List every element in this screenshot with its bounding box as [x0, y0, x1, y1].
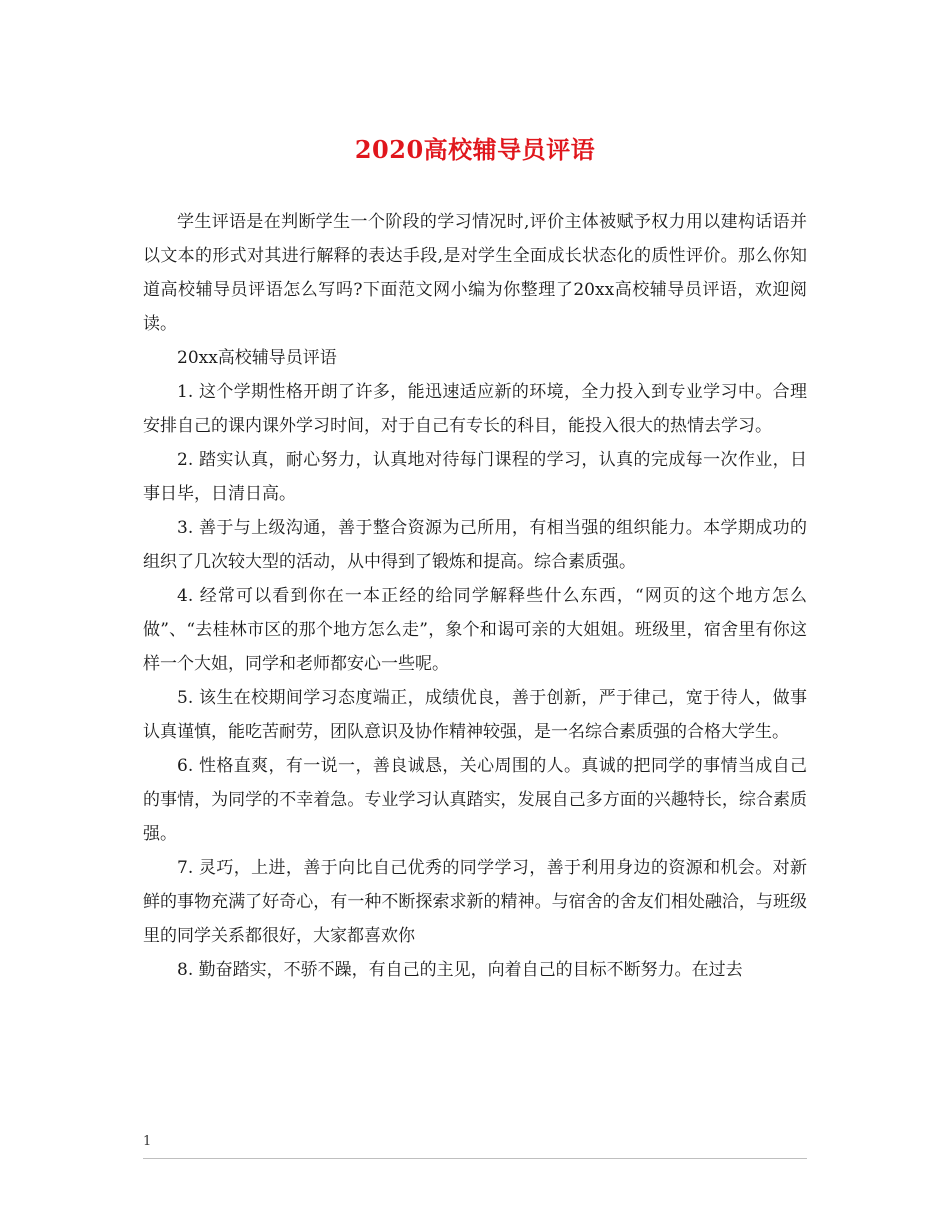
intro-paragraph: 学生评语是在判断学生一个阶段的学习情况时,评价主体被赋予权力用以建构话语并以文本的形式对其进行解释的表达手段,是对学生全面成长状态化的质性评价。那么你知道高校辅导员评语怎么写吗?下面范文网小编为你整理了20xx高校辅导员评语，欢迎阅读。 [143, 212, 807, 334]
footer-divider [143, 1158, 807, 1159]
comment-item-3: 3. 善于与上级沟通，善于整合资源为己所用，有相当强的组织能力。本学期成功的组织了几次较大型的活动，从中得到了锻炼和提高。综合素质强。 [143, 518, 807, 572]
document-title: 2020高校辅导员评语 [354, 135, 596, 164]
comment-item-1: 1. 这个学期性格开朗了许多，能迅速适应新的环境，全力投入到专业学习中。合理安排自己的课内课外学习时间，对于自己有专长的科目，能投入很大的热情去学习。 [143, 382, 807, 436]
document-body [143, 205, 807, 987]
page-number: 1 [143, 1134, 152, 1149]
section-subheading: 20xx高校辅导员评语 [177, 348, 337, 368]
comment-item-6: 6. 性格直爽，有一说一，善良诚恳，关心周围的人。真诚的把同学的事情当成自己的事情，为同学的不幸着急。专业学习认真踏实，发展自己多方面的兴趣特长，综合素质强。 [143, 756, 807, 844]
comment-item-8: 8. 勤奋踏实，不骄不躁，有自己的主见，向着自己的目标不断努力。在过去 [177, 960, 743, 980]
comment-item-7: 7. 灵巧，上进，善于向比自己优秀的同学学习，善于利用身边的资源和机会。对新鲜的事物充满了好奇心，有一种不断探索求新的精神。与宿舍的舍友们相处融洽，与班级里的同学关系都很好，大家都喜欢你 [143, 858, 807, 946]
comment-item-5: 5. 该生在校期间学习态度端正，成绩优良，善于创新，严于律己，宽于待人，做事认真谨慎，能吃苦耐劳，团队意识及协作精神较强，是一名综合素质强的合格大学生。 [143, 688, 807, 742]
comment-item-4: 4. 经常可以看到你在一本正经的给同学解释些什么东西，“网页的这个地方怎么做”、“去桂林市区的那个地方怎么走”，象个和谒可亲的大姐姐。班级里，宿舍里有你这样一个大姐，同学和老师都安心一些呢。 [143, 586, 807, 674]
comment-item-2: 2. 踏实认真，耐心努力，认真地对待每门课程的学习，认真的完成每一次作业，日事日毕，日清日高。 [143, 450, 807, 504]
